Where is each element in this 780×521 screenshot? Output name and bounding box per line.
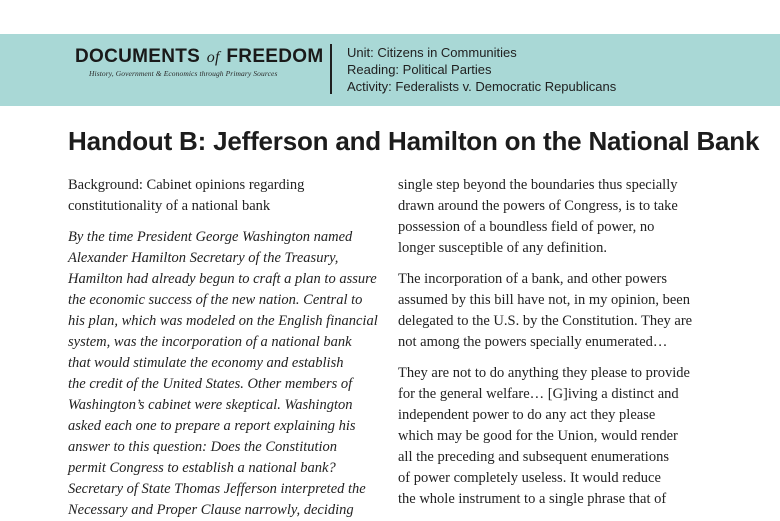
text-line: for the general welfare… [G]iving a distinct and: [398, 386, 679, 402]
text-line: all the preceding and subsequent enumerations: [398, 449, 669, 465]
text-line: asked each one to prepare a report explaining his: [68, 418, 356, 434]
brand-title-of: of: [206, 49, 220, 66]
brand-title-post: FREEDOM: [226, 46, 324, 67]
text-line: not among the powers specially enumerated…: [398, 334, 668, 350]
lesson-meta: [347, 44, 616, 95]
left-column: [68, 175, 388, 521]
text-line: Hamilton had already begun to craft a plan to assure: [68, 271, 377, 287]
text-line: By the time President George Washington named: [68, 229, 353, 245]
text-line: which may be good for the Union, would render: [398, 428, 678, 444]
text-line: permit Congress to establish a national bank?: [68, 460, 336, 476]
text-line: his plan, which was modeled on the English financial: [68, 313, 378, 329]
text-line: longer susceptible of any definition.: [398, 240, 607, 256]
text-line: They are not to do anything they please to provide: [398, 365, 690, 381]
page-title: Handout B: Jefferson and Hamilton on the National Bank: [68, 126, 760, 156]
text-line: Secretary of State Thomas Jefferson interpreted the: [68, 481, 366, 497]
text-line: independent power to do any act they please: [398, 407, 656, 423]
text-line: answer to this question: Does the Constitution: [68, 439, 338, 455]
text-line: Background: Cabinet opinions regarding: [68, 177, 305, 193]
quote-paragraph-2: [398, 269, 728, 353]
text-line: single step beyond the boundaries thus specially: [398, 177, 678, 193]
text-line: that would stimulate the economy and establish: [68, 355, 344, 371]
reading-label: Reading: Political Parties: [347, 62, 492, 77]
text-line: Washington’s cabinet were skeptical. Washington: [68, 397, 353, 413]
text-line: Alexander Hamilton Secretary of the Treasury,: [68, 250, 339, 266]
brand-title: [75, 46, 324, 68]
quote-paragraph-3: [398, 363, 728, 510]
text-line: the whole instrument to a single phrase that of: [398, 491, 667, 507]
text-line: The incorporation of a bank, and other powers: [398, 271, 667, 287]
text-line: assumed by this bill have not, in my opinion, been: [398, 292, 690, 308]
text-line: drawn around the powers of Congress, is to take: [398, 198, 678, 214]
text-line: delegated to the U.S. by the Constitution. They are: [398, 313, 693, 329]
text-line: system, was the incorporation of a national bank: [68, 334, 352, 350]
text-line: of power completely useless. It would reduce: [398, 470, 661, 486]
quote-paragraph-1: [398, 175, 728, 259]
intro-paragraph: [68, 227, 388, 521]
text-line: Necessary and Proper Clause narrowly, deciding: [68, 502, 354, 518]
right-column: [398, 175, 728, 510]
brand-logo: [75, 46, 324, 78]
text-line: the credit of the United States. Other members of: [68, 376, 353, 392]
brand-title-pre: DOCUMENTS: [75, 46, 201, 67]
text-line: the economic success of the new nation. Central to: [68, 292, 363, 308]
header-divider: [330, 44, 332, 94]
text-line: constitutionality of a national bank: [68, 198, 271, 214]
text-line: possession of a boundless field of power, no: [398, 219, 655, 235]
unit-label: Unit: Citizens in Communities: [347, 45, 517, 60]
brand-tagline: History, Government & Economics through Primary Sources: [89, 69, 278, 78]
background-paragraph: [68, 175, 388, 217]
activity-label: Activity: Federalists v. Democratic Republicans: [347, 79, 617, 94]
